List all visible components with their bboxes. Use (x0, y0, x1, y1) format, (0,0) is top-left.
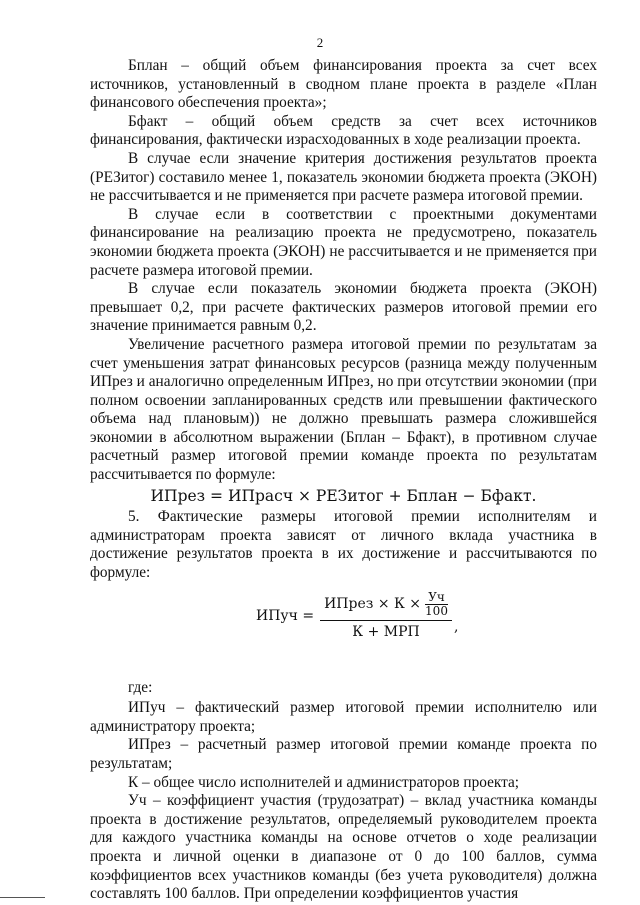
footnote-rule (0, 897, 45, 898)
document-body (90, 57, 597, 904)
paragraph-rezitog: В случае если значение критерия достижения результатов проекта (РЕЗитог) составило менее 1, показатель экономии бюджета проекта (ЭКОН) не рассчитывается и не применяется при расчете размера итоговой премии. (90, 149, 597, 205)
paragraph-econ-limit: В случае если показатель экономии бюджета проекта (ЭКОН) превышает 0,2, при расчете фактических размеров итоговой премии его значение принимается равным 0,2. (90, 280, 597, 335)
formula-lhs: ИПуч = (256, 607, 315, 624)
formula-fraction (320, 591, 452, 642)
formula-iprez: ИПрез = ИПрасч × РЕЗитог + Бплан − Бфакт. (150, 486, 537, 505)
paragraph-bplan: Бплан – общий объем финансирования проекта за счет всех источников, установленный в сводном плане проекта в разделе «План финансового обеспечения проекта»; (90, 57, 597, 112)
inner-fraction (425, 591, 448, 618)
fraction-bar (320, 620, 452, 621)
paragraph-5: 5. Фактические размеры итоговой премии исполнителям и администраторам проекта зависят от личного вклада участника в достижение результатов проекта в их достижение и рассчитываются по формуле: (90, 508, 597, 582)
definition-iprez: ИПрез – расчетный размер итоговой премии команде проекта по результатам; (90, 736, 597, 772)
definition-uch: Уч – коэффициент участия (трудозатрат) – вклад участника команды проекта в достижение результатов, определяемый руководителем проекта для каждого участника команды на основе отчетов о ходе реализации проекта и личной оценки в диапазоне от 0 до 100 баллов, сумма коэффициентов всех участников команды (без учета руководителя) должна составлять 100 баллов. При определении коэффициентов участия (90, 792, 597, 903)
formula-denominator: К + МРП (352, 623, 420, 640)
inner-numerator: Уч (428, 589, 445, 604)
definition-k: К – общее число исполнителей и администраторов проекта; (128, 773, 520, 791)
inner-denominator: 100 (425, 603, 448, 618)
formula-comma: , (453, 618, 459, 635)
numerator-main: ИПрез × К × (324, 595, 422, 612)
formula-ipuch (90, 583, 597, 679)
definition-ipuch: ИПуч – фактический размер итоговой премии исполнителю или администратору проекта; (90, 699, 597, 735)
formula-numerator (320, 591, 452, 618)
paragraph-no-financing: В случае если в соответствии с проектными документами финансирование на реализацию проекта не предусмотрено, показатель экономии бюджета проекта (ЭКОН) не рассчитывается и не применяется при расчете размера итоговой премии. (90, 205, 597, 279)
paragraph-bfakt: Бфакт – общий объем средств за счет всех источников финансирования, фактически израсходованных в ходе реализации проекта. (90, 112, 597, 149)
paragraph-increase: Увеличение расчетного размера итоговой премии по результатам за счет уменьшения затрат финансовых ресурсов (разница между полученным ИПрез и аналогично определенным ИПрез, но при отсутствии экономии (при полном освоении запланированных средств или превышении фактического объема над плановым)) не должно превышать размера сложившейся экономии в абсолютном выражении (Бплан – Бфакт), в противном случае расчетный размер итоговой премии команде проекта по результатам рассчитывается по формуле: (90, 335, 597, 484)
where-label: где: (128, 678, 153, 696)
page-number: 2 (316, 35, 324, 50)
